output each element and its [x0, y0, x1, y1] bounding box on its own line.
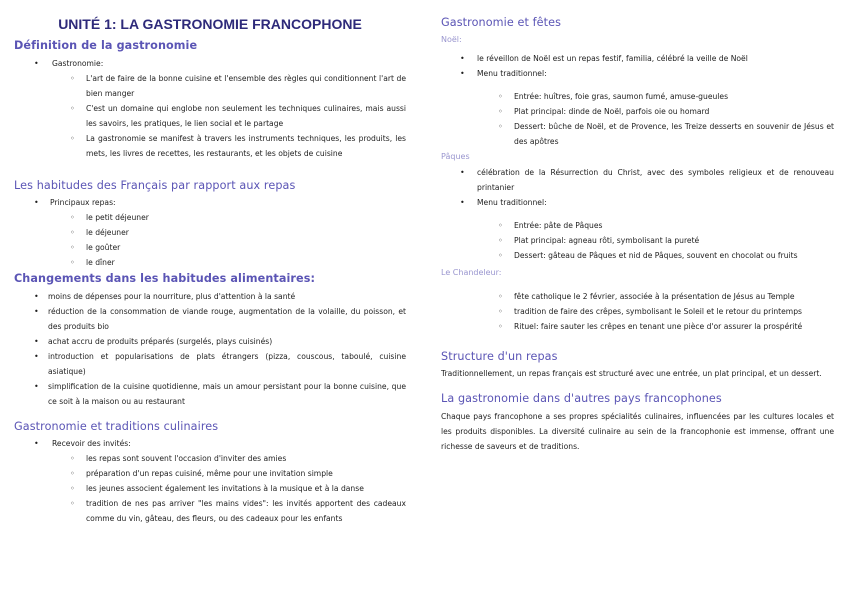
list-item: ◦ fête catholique le 2 février, associée à la présentation de Jésus au Temple: [441, 289, 834, 304]
chandeleur-label: Le Chandeleur:: [441, 268, 502, 277]
list-item: • le réveillon de Noël est un repas festif, familia, célébré la veille de Noël: [441, 51, 834, 66]
list-item: ◦ Plat principal: dinde de Noël, parfois oie ou homard: [441, 104, 834, 119]
list-item: ◦ L'art de faire de la bonne cuisine et l'ensemble des règles qui conditionnent l'art de bien manger: [14, 71, 406, 101]
list-item: ◦ La gastronomie se manifest à travers les instruments techniques, les produits, les mets, les livres de recettes, les restaurants, et les objets de cuisine: [14, 131, 406, 161]
noel-list: [441, 51, 834, 81]
right-column: [441, 0, 834, 454]
list-item: • réduction de la consommation de viande rouge, augmentation de la volaille, du poisson, et des produits bio: [14, 304, 406, 334]
changements-heading: Changements dans les habitudes alimentaires:: [14, 272, 316, 285]
list-item: ◦ le déjeuner: [14, 225, 406, 240]
list-item: ◦ Rituel: faire sauter les crêpes en tenant une pièce d'or assurer la prospérité: [441, 319, 834, 334]
paques-label: Pâques: [441, 152, 470, 161]
list-item: ◦ Dessert: gâteau de Pâques et nid de Pâques, souvent en chocolat ou fruits: [441, 248, 834, 263]
chandeleur-sublist: [441, 289, 834, 334]
autres-text: Chaque pays francophone a ses propres spécialités culinaires, influencées par les cultures locales et les produits disponibles. La diversité culinaire au sein de la francophonie est immense, offrant une richesse de saveurs et de traditions.: [441, 412, 834, 451]
traditions-list: [14, 436, 406, 526]
definition-sublist: [14, 71, 406, 161]
noel-sublist: [441, 89, 834, 149]
fetes-heading: Gastronomie et fêtes: [441, 16, 562, 29]
autres-heading: La gastronomie dans d'autres pays francophones: [441, 392, 722, 405]
list-item: ◦ les repas sont souvent l'occasion d'inviter des amies: [14, 451, 406, 466]
list-item: ◦ le goûter: [14, 240, 406, 255]
paques-sublist: [441, 218, 834, 263]
list-item: ◦ Dessert: bûche de Noël, et de Provence, les Treize desserts en souvenir de Jésus et des apôtres: [441, 119, 834, 149]
list-item: ◦ tradition de faire des crêpes, symbolisant le Soleil et le retour du printemps: [441, 304, 834, 319]
changements-list: [14, 289, 406, 409]
list-item: ◦ préparation d'un repas cuisiné, même pour une invitation simple: [14, 466, 406, 481]
list-item: • célébration de la Résurrection du Christ, avec des symboles religieux et de renouveau printanier: [441, 165, 834, 195]
structure-heading: Structure d'un repas: [441, 350, 558, 363]
structure-text: Traditionnellement, un repas français est structuré avec une entrée, un plat principal, et un dessert.: [441, 369, 822, 378]
traditions-sublist: [14, 451, 406, 526]
list-item: ◦ le petit déjeuner: [14, 210, 406, 225]
list-item: ◦ Entrée: huîtres, foie gras, saumon fumé, amuse-gueules: [441, 89, 834, 104]
habitudes-heading: Les habitudes des Français par rapport aux repas: [14, 179, 296, 192]
paques-list: [441, 165, 834, 210]
list-item: ◦ les jeunes associent également les invitations à la musique et à la danse: [14, 481, 406, 496]
list-item: • Principaux repas: ◦ le petit déjeuner ◦ le déjeuner ◦ le goûter ◦ le dîner: [14, 195, 406, 270]
list-item: • Gastronomie: ◦ L'art de faire de la bonne cuisine et l'ensemble des règles qui conditionnent l'art de bien manger ◦ C'est un domaine qui englobe non seulement les techniques culinaires, mais aussi les savoirs, les pratiques, le lien social et le partage ◦ La gastronomie se manifest à travers les instruments techniques, les produits, les mets, les livres de recettes, les restaurants, et les objets de cuisine: [14, 56, 406, 161]
list-item: • Menu traditionnel:: [441, 66, 834, 81]
page-title: UNITÉ 1: LA GASTRONOMIE FRANCOPHONE: [58, 16, 362, 32]
list-item: • Menu traditionnel:: [441, 195, 834, 210]
noel-label: Noël:: [441, 35, 462, 44]
list-item: • achat accru de produits préparés (surgelés, plays cuisinés): [14, 334, 406, 349]
list-item: • Recevoir des invités: ◦ les repas sont souvent l'occasion d'inviter des amies ◦ préparation d'un repas cuisiné, même pour une invitation simple ◦ les jeunes associent également les invitations à la musique et à la danse ◦ tradition de nes pas arriver "les mains vides": les invités apportent des cadeaux comme du vin, gâteau, des fleurs, ou des cadeaux pour les enfants: [14, 436, 406, 526]
list-item: ◦ C'est un domaine qui englobe non seulement les techniques culinaires, mais aussi les savoirs, les pratiques, le lien social et le partage: [14, 101, 406, 131]
list-item: • introduction et popularisations de plats étrangers (pizza, couscous, taboulé, cuisine asiatique): [14, 349, 406, 379]
definition-heading: Définition de la gastronomie: [14, 39, 198, 52]
list-item: ◦ le dîner: [14, 255, 406, 270]
habitudes-list: [14, 195, 406, 270]
left-column: [14, 0, 406, 526]
definition-list: [14, 56, 406, 161]
list-item: • simplification de la cuisine quotidienne, mais un amour persistant pour la bonne cuisine, que ce soit à la maison ou au restaurant: [14, 379, 406, 409]
list-item: ◦ Entrée: pâte de Pâques: [441, 218, 834, 233]
list-item: • moins de dépenses pour la nourriture, plus d'attention à la santé: [14, 289, 406, 304]
list-item: ◦ tradition de nes pas arriver "les mains vides": les invités apportent des cadeaux comme du vin, gâteau, des fleurs, ou des cadeaux pour les enfants: [14, 496, 406, 526]
habitudes-sublist: [14, 210, 406, 270]
traditions-heading: Gastronomie et traditions culinaires: [14, 420, 219, 433]
list-item: ◦ Plat principal: agneau rôti, symbolisant la pureté: [441, 233, 834, 248]
